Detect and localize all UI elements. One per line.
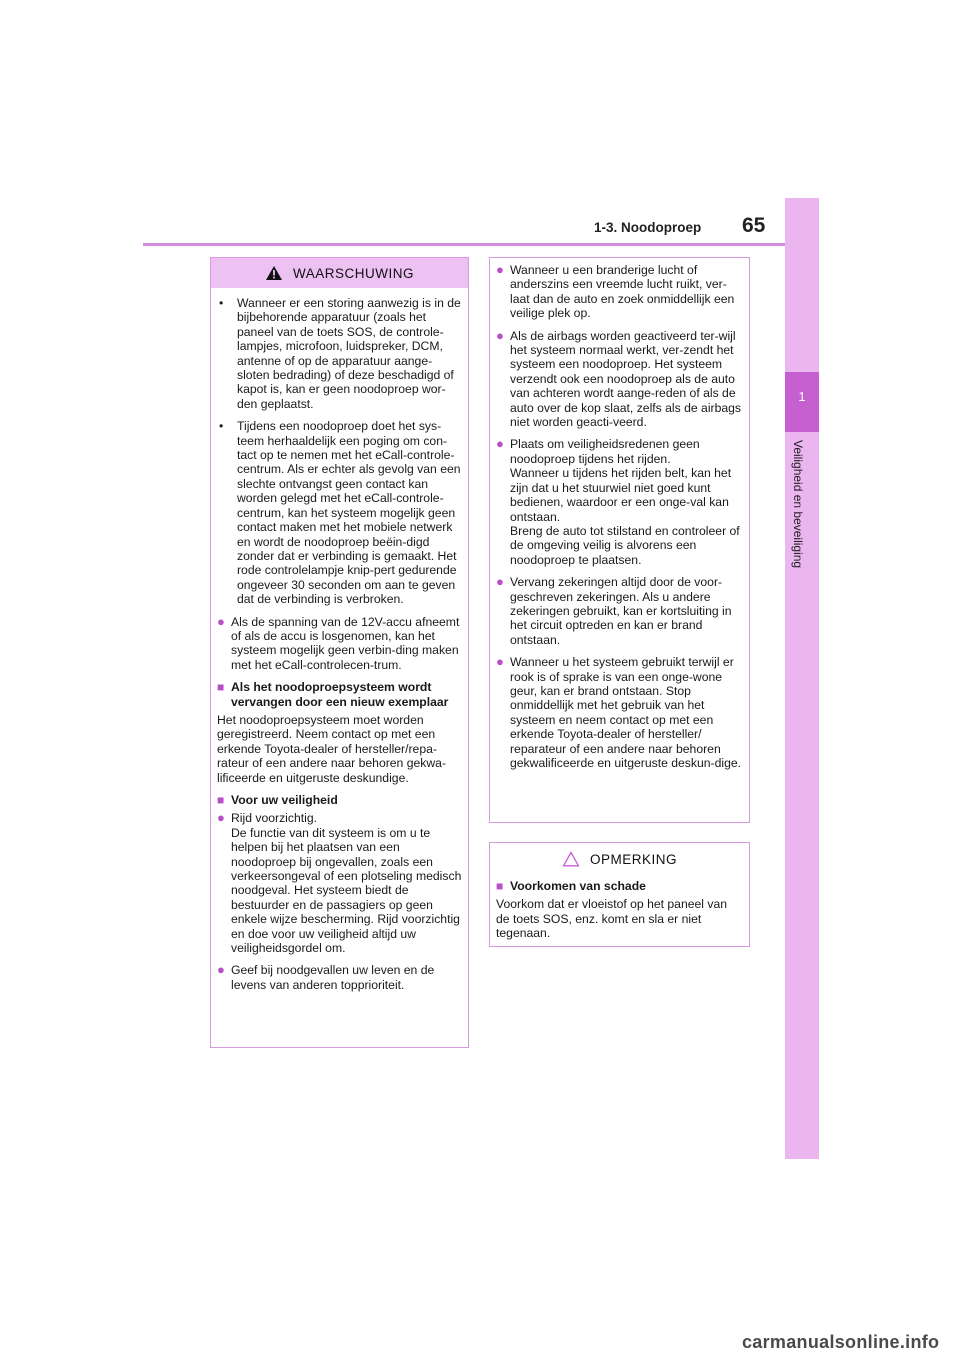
- dot-list-item: [496, 263, 743, 321]
- warning-header: [211, 258, 468, 288]
- item-text: Wanneer u het systeem gebruikt terwijl er rook is of sprake is van een onge-wone geur, kan er brand ontstaan. Stop onmiddellijk met het gebruik van het systeem en neem contact op met een erkende Toyota-dealer of hersteller/ reparateur of een andere naar behoren gekwalificeerde en uitgeruste deskun-dige.: [510, 655, 742, 770]
- note-title: OPMERKING: [589, 851, 677, 867]
- note-heading: ■ Voorkomen van schade: [496, 879, 646, 893]
- item-text: Voor uw veiligheid: [231, 793, 338, 807]
- circle-bullet-icon: ●: [217, 810, 225, 826]
- item-text: Plaats om veiligheidsredenen geen noodoproep tijdens het rijden. Wanneer u tijdens het rijden belt, kan het zijn dat u het stuurwiel niet goed kunt bedienen, waardoor er een onge-val kan ontstaan. Breng de auto tot stilstand en controleer of de omgeving veilig is alvorens een noodoproep te plaatsen.: [510, 437, 740, 567]
- bullet-list-item: [217, 419, 462, 606]
- item-text: Als de airbags worden geactiveerd ter-wijl het systeem normaal werkt, ver-zendt het systeem een noodoproep. Het systeem verzendt ook een noodoproep als de auto van achteren wordt aange-reden of als de auto over de kop slaat, zelfs als de airbags niet worden geacti-veerd.: [510, 328, 742, 430]
- dot-list-item: [496, 655, 743, 770]
- chapter-side-tab: [785, 198, 819, 1159]
- circle-bullet-icon: ●: [496, 262, 504, 277]
- item-text: Rijd voorzichtig. De functie van dit systeem is om u te helpen bij het plaatsen van een noodoproep bij ongevallen, zoals een verkeersongeval of een plotseling medisch noodgeval. Het systeem biedt de bestuurder en de passagiers op geen enkele wijze bescherming. Rijd voorzichtig en doe voor uw veiligheid altijd uw veiligheidsgordel om.: [231, 811, 462, 956]
- warning-continued-box: [489, 257, 750, 823]
- circle-bullet-icon: ●: [496, 436, 504, 452]
- caution-icon: [562, 851, 580, 867]
- bullet-list-item: [217, 296, 462, 411]
- header-divider: [143, 243, 785, 246]
- chapter-number: 1: [798, 389, 806, 404]
- square-bullet-icon: ■: [496, 879, 504, 893]
- circle-bullet-icon: ●: [496, 327, 504, 343]
- square-bullet-icon: ■: [217, 793, 225, 807]
- circle-bullet-icon: ●: [496, 574, 504, 590]
- dot-list-item: [217, 615, 462, 673]
- subsection-heading: [217, 793, 462, 807]
- item-text: Wanneer u een branderige lucht of anderszins een vreemde lucht ruikt, ver-laat dan de auto en zoek onmiddellijk een veilige plek op.: [510, 263, 735, 321]
- dot-list-item: [496, 329, 743, 430]
- note-box: [489, 842, 750, 947]
- chapter-title: Veiligheid en beveiliging: [791, 440, 805, 569]
- warning-icon: [265, 265, 283, 281]
- dot-list-item: [217, 963, 462, 992]
- dot-list-item: [217, 811, 462, 955]
- dot-list-item: [496, 575, 743, 647]
- item-text: Geef bij noodgevallen uw leven en de levens van anderen topprioriteit.: [231, 963, 435, 992]
- circle-bullet-icon: ●: [217, 962, 225, 978]
- item-text: Wanneer er een storing aanwezig is in de bijbehorende apparatuur (zoals het paneel van de toets SOS, de controle-lampjes, microfoon, luidspreker, DCM, antenne of op de apparatuur aange-sloten bedrading) of deze beschadigd of kapot is, kan er geen noodoproep wor-den geplaatst.: [237, 296, 461, 411]
- note-text: Voorkom dat er vloeistof op het paneel van de toets SOS, enz. komt en sla er niet tegenaan.: [496, 897, 728, 941]
- item-text: Als de spanning van de 12V-accu afneemt of als de accu is losgenomen, kan het systeem mogelijk geen verbin-ding maken met het eCall-controlecen-trum.: [231, 614, 460, 672]
- subsection-heading: [217, 680, 462, 709]
- square-bullet-icon: ■: [217, 680, 225, 695]
- warning-body: [211, 288, 468, 1006]
- item-text: Het noodoproepsysteem moet worden geregistreerd. Neem contact op met een erkende Toyota-dealer of hersteller/repa-rateur of een andere naar behoren gekwa-lificeerde en uitgeruste deskundige.: [217, 712, 447, 785]
- circle-bullet-icon: ●: [217, 613, 225, 629]
- warning-continued-body: [490, 258, 749, 784]
- item-text: Als het noodoproepsysteem wordt vervangen door een nieuw exemplaar: [231, 680, 449, 709]
- section-title: 1-3. Noodoproep: [594, 220, 702, 235]
- warning-box: [210, 257, 469, 1048]
- small-bullet-icon: •: [219, 296, 224, 310]
- small-bullet-icon: •: [219, 419, 224, 434]
- note-header: [490, 843, 749, 875]
- dot-list-item: [496, 437, 743, 567]
- page-number: 65: [742, 214, 766, 237]
- circle-bullet-icon: ●: [496, 654, 504, 670]
- item-text: Tijdens een noodoproep doet het sys-teem herhaaldelijk een poging om con-tact op te nemen met het eCall-controle-centrum. Als er echter als gevolg van een slechte ontvangst geen contact kan worden gelegd met het eCall-controle-centrum, kan het systeem mogelijk geen contact maken met het mobiele netwerk en wordt de noodoproep beëin-digd zonder dat er verbinding is gemaakt. Het rode controlelampje knip-pert gedurende ongeveer 30 seconden om aan te geven dat de verbinding is verbroken.: [237, 419, 461, 607]
- paragraph: [217, 713, 462, 785]
- item-text: Vervang zekeringen altijd door de voor-geschreven zekeringen. Als u andere zekeringen gebruikt, kan er kortsluiting in het circuit optreden en kan er brand ontstaan.: [510, 575, 732, 647]
- watermark: carmanualsonline.info: [742, 1332, 940, 1352]
- warning-title: WAARSCHUWING: [293, 265, 414, 281]
